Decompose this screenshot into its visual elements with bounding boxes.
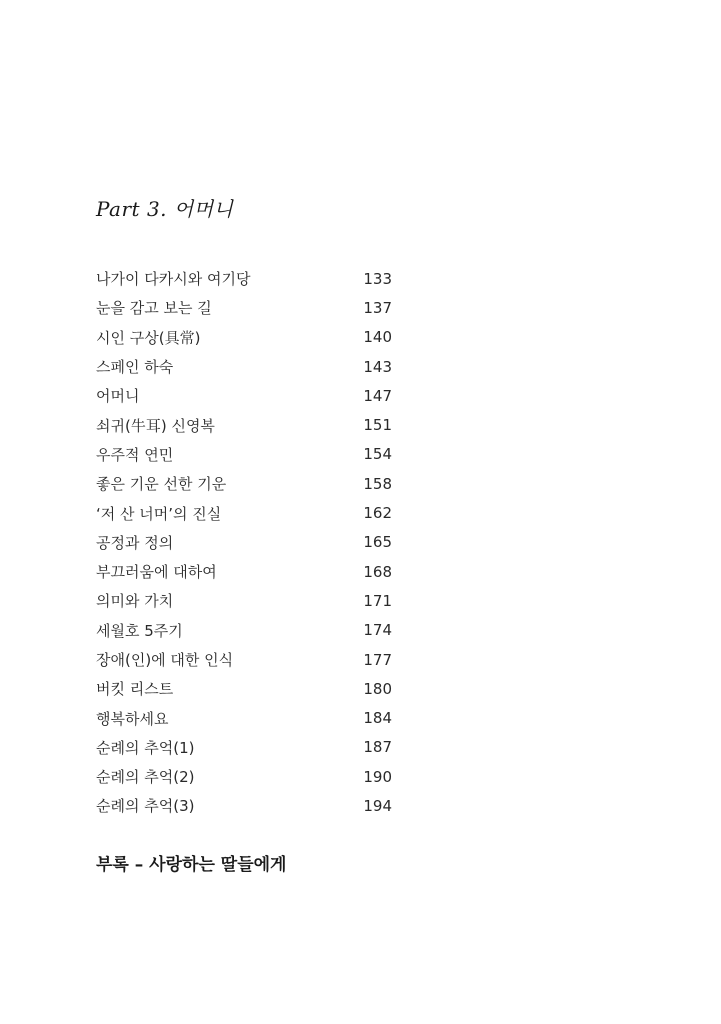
toc-entry-page: 140: [363, 328, 392, 347]
toc-entry-page: 194: [363, 796, 392, 815]
toc-entry: [96, 586, 392, 615]
toc-entry-title: 순례의 추억(3): [96, 797, 195, 816]
toc-entry-title: 좋은 기운 선한 기운: [96, 475, 227, 494]
toc-entry: [96, 528, 392, 557]
toc-entry-page: 158: [363, 474, 392, 493]
toc-entry-page: 165: [363, 533, 392, 552]
toc-entry-title: 스페인 하숙: [96, 358, 174, 377]
toc-entry-title: 의미와 가치: [96, 592, 174, 611]
toc-entry-title: 행복하세요: [96, 709, 169, 728]
toc-entry-title: 순례의 추억(2): [96, 768, 195, 787]
toc-entry: [96, 410, 392, 439]
toc-entry-page: 168: [363, 562, 392, 581]
toc-entry-page: 180: [363, 679, 392, 698]
toc-entry-title: 쇠귀(牛耳) 신영복: [96, 416, 215, 435]
toc-entry: [96, 352, 392, 381]
toc-entry-page: 151: [363, 416, 392, 435]
toc-entry-page: 162: [363, 504, 392, 523]
toc-list: [96, 264, 392, 821]
toc-entry-title: 눈을 감고 보는 길: [96, 299, 212, 318]
toc-entry: [96, 323, 392, 352]
toc-entry-title: 버킷 리스트: [96, 680, 174, 699]
toc-entry-title: 부끄러움에 대하여: [96, 563, 217, 582]
toc-entry-page: 154: [363, 445, 392, 464]
toc-entry-page: 137: [363, 298, 392, 317]
toc-entry-title: 순례의 추억(1): [96, 738, 195, 757]
toc-entry: [96, 762, 392, 791]
toc-entry: [96, 469, 392, 498]
toc-entry: [96, 791, 392, 820]
toc-entry: [96, 440, 392, 469]
toc-entry-page: 187: [363, 738, 392, 757]
toc-entry-page: 184: [363, 709, 392, 728]
toc-entry-page: 143: [363, 357, 392, 376]
toc-entry: [96, 498, 392, 527]
toc-entry-title: 시인 구상(具常): [96, 328, 201, 347]
toc-entry: [96, 645, 392, 674]
part-title: Part 3. 어머니: [96, 197, 234, 221]
toc-entry-title: 장애(인)에 대한 인식: [96, 651, 234, 669]
toc-entry-page: 133: [363, 269, 392, 288]
toc-entry-page: 190: [363, 767, 392, 786]
toc-entry-page: 177: [363, 650, 392, 669]
toc-entry: [96, 674, 392, 703]
toc-entry-page: 171: [363, 591, 392, 610]
toc-entry: [96, 616, 392, 645]
toc-entry: [96, 557, 392, 586]
toc-entry-title: 나가이 다카시와 여기당: [96, 270, 251, 289]
toc-entry-title: ‘저 산 너머’의 진실: [96, 504, 222, 523]
toc-entry: [96, 293, 392, 322]
toc-entry-title: 공정과 정의: [96, 533, 174, 552]
toc-entry-page: 174: [363, 621, 392, 640]
toc-entry: [96, 733, 392, 762]
toc-entry: [96, 703, 392, 732]
appendix-title: 부록 – 사랑하는 딸들에게: [96, 855, 287, 875]
toc-entry-title: 어머니: [96, 387, 140, 406]
toc-entry-title: 우주적 연민: [96, 445, 174, 464]
toc-entry: [96, 264, 392, 293]
toc-entry-title: 세월호 5주기: [96, 621, 183, 640]
toc-entry-page: 147: [363, 386, 392, 405]
toc-entry: [96, 381, 392, 410]
